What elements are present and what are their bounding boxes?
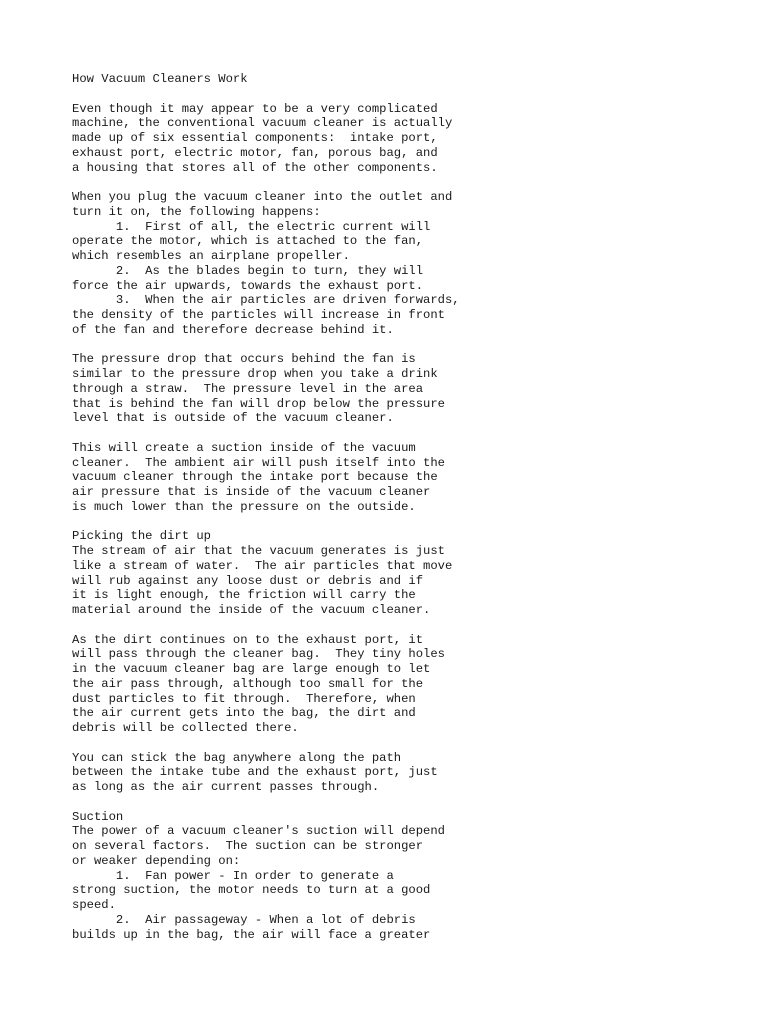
text-line: similar to the pressure drop when you take a drink	[72, 367, 438, 381]
text-line: will pass through the cleaner bag. They tiny holes	[72, 647, 445, 662]
text-line: the air pass through, although too small for the	[72, 676, 424, 691]
text-line: turn it on, the following happens:	[72, 204, 321, 219]
text-line: it is light enough, the friction will carry the	[72, 588, 416, 603]
text-line: As the dirt continues on to the exhaust port, it	[72, 632, 424, 647]
text-line: debris will be collected there.	[72, 721, 299, 735]
text-line: operate the motor, which is attached to the fan,	[72, 234, 424, 249]
text-line: material around the inside of the vacuum cleaner.	[72, 603, 431, 617]
text-line: cleaner. The ambient air will push itself into the	[72, 455, 445, 470]
text-line: which resembles an airplane propeller.	[72, 249, 350, 263]
document-title: How Vacuum Cleaners Work	[72, 72, 248, 86]
text-line: made up of six essential components: intake port,	[72, 131, 438, 145]
text-line: like a stream of water. The air particles that move	[72, 558, 453, 573]
text-line: force the air upwards, towards the exhaust port.	[72, 278, 424, 293]
text-line: through a straw. The pressure level in the area	[72, 381, 424, 396]
text-line: Suction	[72, 809, 124, 824]
text-line: of the fan and therefore decrease behind it.	[72, 322, 394, 337]
text-line: air pressure that is inside of the vacuum cleaner	[72, 485, 431, 499]
text-line: When you plug the vacuum cleaner into the outlet and	[72, 190, 453, 204]
text-line: builds up in the bag, the air will face a greater	[72, 927, 431, 942]
text-line	[72, 426, 732, 441]
text-line: between the intake tube and the exhaust port, just	[72, 765, 438, 780]
text-line: the air current gets into the bag, the dirt and	[72, 706, 416, 721]
text-line: 3. When the air particles are driven forwards,	[72, 293, 460, 308]
text-line	[72, 175, 732, 190]
text-line: Even though it may appear to be a very complicated	[72, 101, 438, 116]
text-line: vacuum cleaner through the intake port because the	[72, 470, 438, 485]
text-line: the density of the particles will increase in front	[72, 308, 445, 322]
text-line	[72, 515, 732, 530]
text-line: You can stick the bag anywhere along the path	[72, 750, 402, 765]
text-line: will rub against any loose dust or debris and if	[72, 573, 424, 588]
text-line: or weaker depending on:	[72, 853, 241, 868]
text-line	[72, 87, 732, 102]
text-line: as long as the air current passes through.	[72, 780, 380, 794]
text-line: 2. As the blades begin to turn, they will	[72, 263, 424, 278]
text-line: The pressure drop that occurs behind the fan is	[72, 352, 416, 367]
text-line: is much lower than the pressure on the outside.	[72, 499, 416, 514]
text-line: Picking the dirt up	[72, 529, 211, 544]
text-line: 1. Fan power - In order to generate a	[72, 868, 394, 883]
text-line: a housing that stores all of the other components.	[72, 160, 438, 175]
text-line: The power of a vacuum cleaner's suction will depend	[72, 824, 445, 839]
text-line: The stream of air that the vacuum generates is just	[72, 544, 445, 558]
text-line	[72, 338, 732, 353]
text-line: machine, the conventional vacuum cleaner is actually	[72, 116, 453, 131]
text-line: dust particles to fit through. Therefore, when	[72, 691, 416, 706]
text-line: 1. First of all, the electric current will	[72, 219, 431, 234]
text-line: speed.	[72, 898, 116, 912]
text-line: exhaust port, electric motor, fan, porous bag, and	[72, 145, 438, 160]
text-line: that is behind the fan will drop below the pressure	[72, 396, 445, 411]
text-line: in the vacuum cleaner bag are large enough to let	[72, 662, 431, 676]
text-line: 2. Air passageway - When a lot of debris	[72, 912, 416, 927]
text-line	[72, 795, 732, 810]
text-line	[72, 736, 732, 751]
text-line: This will create a suction inside of the vacuum	[72, 440, 416, 455]
text-line: strong suction, the motor needs to turn at a good	[72, 883, 431, 898]
document-page	[72, 72, 732, 1022]
text-line	[72, 618, 732, 633]
text-line: level that is outside of the vacuum cleaner.	[72, 411, 394, 426]
text-line: on several factors. The suction can be stronger	[72, 839, 424, 853]
